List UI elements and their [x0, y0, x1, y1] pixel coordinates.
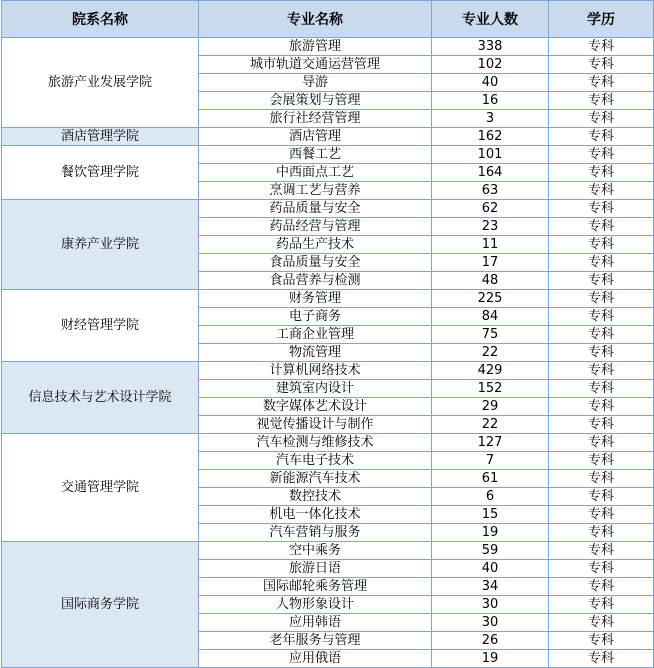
degree-cell: 专科 [549, 254, 654, 272]
enrollment-count-cell: 84 [432, 308, 549, 326]
enrollment-count-cell: 127 [432, 434, 549, 452]
major-name-cell: 电子商务 [199, 308, 432, 326]
table-row [2, 362, 654, 380]
degree-cell: 专科 [549, 326, 654, 344]
major-name-cell: 旅游日语 [199, 560, 432, 578]
table-row [2, 146, 654, 164]
enrollment-count-cell: 75 [432, 326, 549, 344]
degree-cell: 专科 [549, 470, 654, 488]
major-name-cell: 数字媒体艺术设计 [199, 398, 432, 416]
degree-cell: 专科 [549, 434, 654, 452]
degree-cell: 专科 [549, 416, 654, 434]
header-college: 院系名称 [2, 1, 199, 38]
major-name-cell: 酒店管理 [199, 128, 432, 146]
major-name-cell: 导游 [199, 74, 432, 92]
major-name-cell: 新能源汽车技术 [199, 470, 432, 488]
major-name-cell: 中西面点工艺 [199, 164, 432, 182]
enrollment-count-cell: 6 [432, 488, 549, 506]
major-name-cell: 会展策划与管理 [199, 92, 432, 110]
degree-cell: 专科 [549, 74, 654, 92]
major-name-cell: 食品质量与安全 [199, 254, 432, 272]
degree-cell: 专科 [549, 650, 654, 668]
major-name-cell: 工商企业管理 [199, 326, 432, 344]
college-name-cell: 国际商务学院 [2, 542, 199, 668]
college-name-cell: 财经管理学院 [2, 290, 199, 362]
major-name-cell: 老年服务与管理 [199, 632, 432, 650]
college-name-cell: 交通管理学院 [2, 434, 199, 542]
college-name-cell: 康养产业学院 [2, 200, 199, 290]
major-name-cell: 人物形象设计 [199, 596, 432, 614]
degree-cell: 专科 [549, 452, 654, 470]
degree-cell: 专科 [549, 128, 654, 146]
major-name-cell: 物流管理 [199, 344, 432, 362]
degree-cell: 专科 [549, 524, 654, 542]
degree-cell: 专科 [549, 290, 654, 308]
table-row [2, 200, 654, 218]
enrollment-count-cell: 62 [432, 200, 549, 218]
degree-cell: 专科 [549, 92, 654, 110]
major-name-cell: 机电一体化技术 [199, 506, 432, 524]
enrollment-count-cell: 23 [432, 218, 549, 236]
major-name-cell: 应用韩语 [199, 614, 432, 632]
enrollment-count-cell: 59 [432, 542, 549, 560]
header-major: 专业名称 [199, 1, 432, 38]
degree-cell: 专科 [549, 272, 654, 290]
header-count: 专业人数 [432, 1, 549, 38]
degree-cell: 专科 [549, 164, 654, 182]
enrollment-count-cell: 22 [432, 416, 549, 434]
major-name-cell: 旅行社经营管理 [199, 110, 432, 128]
enrollment-count-cell: 29 [432, 398, 549, 416]
enrollment-count-cell: 7 [432, 452, 549, 470]
enrollment-count-cell: 101 [432, 146, 549, 164]
table-row [2, 542, 654, 560]
enrollment-count-cell: 3 [432, 110, 549, 128]
major-name-cell: 计算机网络技术 [199, 362, 432, 380]
degree-cell: 专科 [549, 398, 654, 416]
enrollment-count-cell: 429 [432, 362, 549, 380]
major-name-cell: 汽车营销与服务 [199, 524, 432, 542]
table-row [2, 128, 654, 146]
enrollment-count-cell: 34 [432, 578, 549, 596]
degree-cell: 专科 [549, 146, 654, 164]
major-name-cell: 汽车电子技术 [199, 452, 432, 470]
enrollment-count-cell: 152 [432, 380, 549, 398]
major-name-cell: 食品营养与检测 [199, 272, 432, 290]
degree-cell: 专科 [549, 632, 654, 650]
enrollment-count-cell: 26 [432, 632, 549, 650]
enrollment-count-cell: 40 [432, 74, 549, 92]
degree-cell: 专科 [549, 182, 654, 200]
degree-cell: 专科 [549, 110, 654, 128]
enrollment-count-cell: 16 [432, 92, 549, 110]
degree-cell: 专科 [549, 362, 654, 380]
enrollment-count-cell: 19 [432, 650, 549, 668]
enrollment-count-cell: 338 [432, 38, 549, 56]
header-degree: 学历 [549, 1, 654, 38]
enrollment-count-cell: 162 [432, 128, 549, 146]
degree-cell: 专科 [549, 542, 654, 560]
major-name-cell: 国际邮轮乘务管理 [199, 578, 432, 596]
major-name-cell: 汽车检测与维修技术 [199, 434, 432, 452]
degree-cell: 专科 [549, 560, 654, 578]
degree-cell: 专科 [549, 488, 654, 506]
table-body [2, 38, 654, 668]
college-name-cell: 酒店管理学院 [2, 128, 199, 146]
enrollment-count-cell: 61 [432, 470, 549, 488]
degree-cell: 专科 [549, 380, 654, 398]
enrollment-count-cell: 19 [432, 524, 549, 542]
degree-cell: 专科 [549, 506, 654, 524]
header-row [2, 1, 654, 38]
major-name-cell: 空中乘务 [199, 542, 432, 560]
enrollment-count-cell: 11 [432, 236, 549, 254]
major-name-cell: 数控技术 [199, 488, 432, 506]
degree-cell: 专科 [549, 200, 654, 218]
major-name-cell: 烹调工艺与营养 [199, 182, 432, 200]
major-name-cell: 财务管理 [199, 290, 432, 308]
major-name-cell: 城市轨道交通运营管理 [199, 56, 432, 74]
degree-cell: 专科 [549, 596, 654, 614]
degree-cell: 专科 [549, 344, 654, 362]
enrollment-count-cell: 17 [432, 254, 549, 272]
major-name-cell: 药品经营与管理 [199, 218, 432, 236]
enrollment-count-cell: 30 [432, 596, 549, 614]
major-name-cell: 建筑室内设计 [199, 380, 432, 398]
degree-cell: 专科 [549, 56, 654, 74]
degree-cell: 专科 [549, 236, 654, 254]
enrollment-count-cell: 48 [432, 272, 549, 290]
degree-cell: 专科 [549, 218, 654, 236]
enrollment-count-cell: 102 [432, 56, 549, 74]
college-name-cell: 旅游产业发展学院 [2, 38, 199, 128]
enrollment-count-cell: 15 [432, 506, 549, 524]
major-name-cell: 药品生产技术 [199, 236, 432, 254]
major-name-cell: 西餐工艺 [199, 146, 432, 164]
degree-cell: 专科 [549, 308, 654, 326]
table-row [2, 434, 654, 452]
table-row [2, 290, 654, 308]
degree-cell: 专科 [549, 578, 654, 596]
table-row [2, 38, 654, 56]
enrollment-count-cell: 225 [432, 290, 549, 308]
major-enrollment-table [1, 0, 654, 668]
major-name-cell: 旅游管理 [199, 38, 432, 56]
enrollment-count-cell: 63 [432, 182, 549, 200]
college-name-cell: 信息技术与艺术设计学院 [2, 362, 199, 434]
degree-cell: 专科 [549, 38, 654, 56]
degree-cell: 专科 [549, 614, 654, 632]
major-name-cell: 应用俄语 [199, 650, 432, 668]
enrollment-count-cell: 40 [432, 560, 549, 578]
major-name-cell: 视觉传播设计与制作 [199, 416, 432, 434]
enrollment-count-cell: 164 [432, 164, 549, 182]
enrollment-count-cell: 30 [432, 614, 549, 632]
major-name-cell: 药品质量与安全 [199, 200, 432, 218]
college-name-cell: 餐饮管理学院 [2, 146, 199, 200]
enrollment-count-cell: 22 [432, 344, 549, 362]
